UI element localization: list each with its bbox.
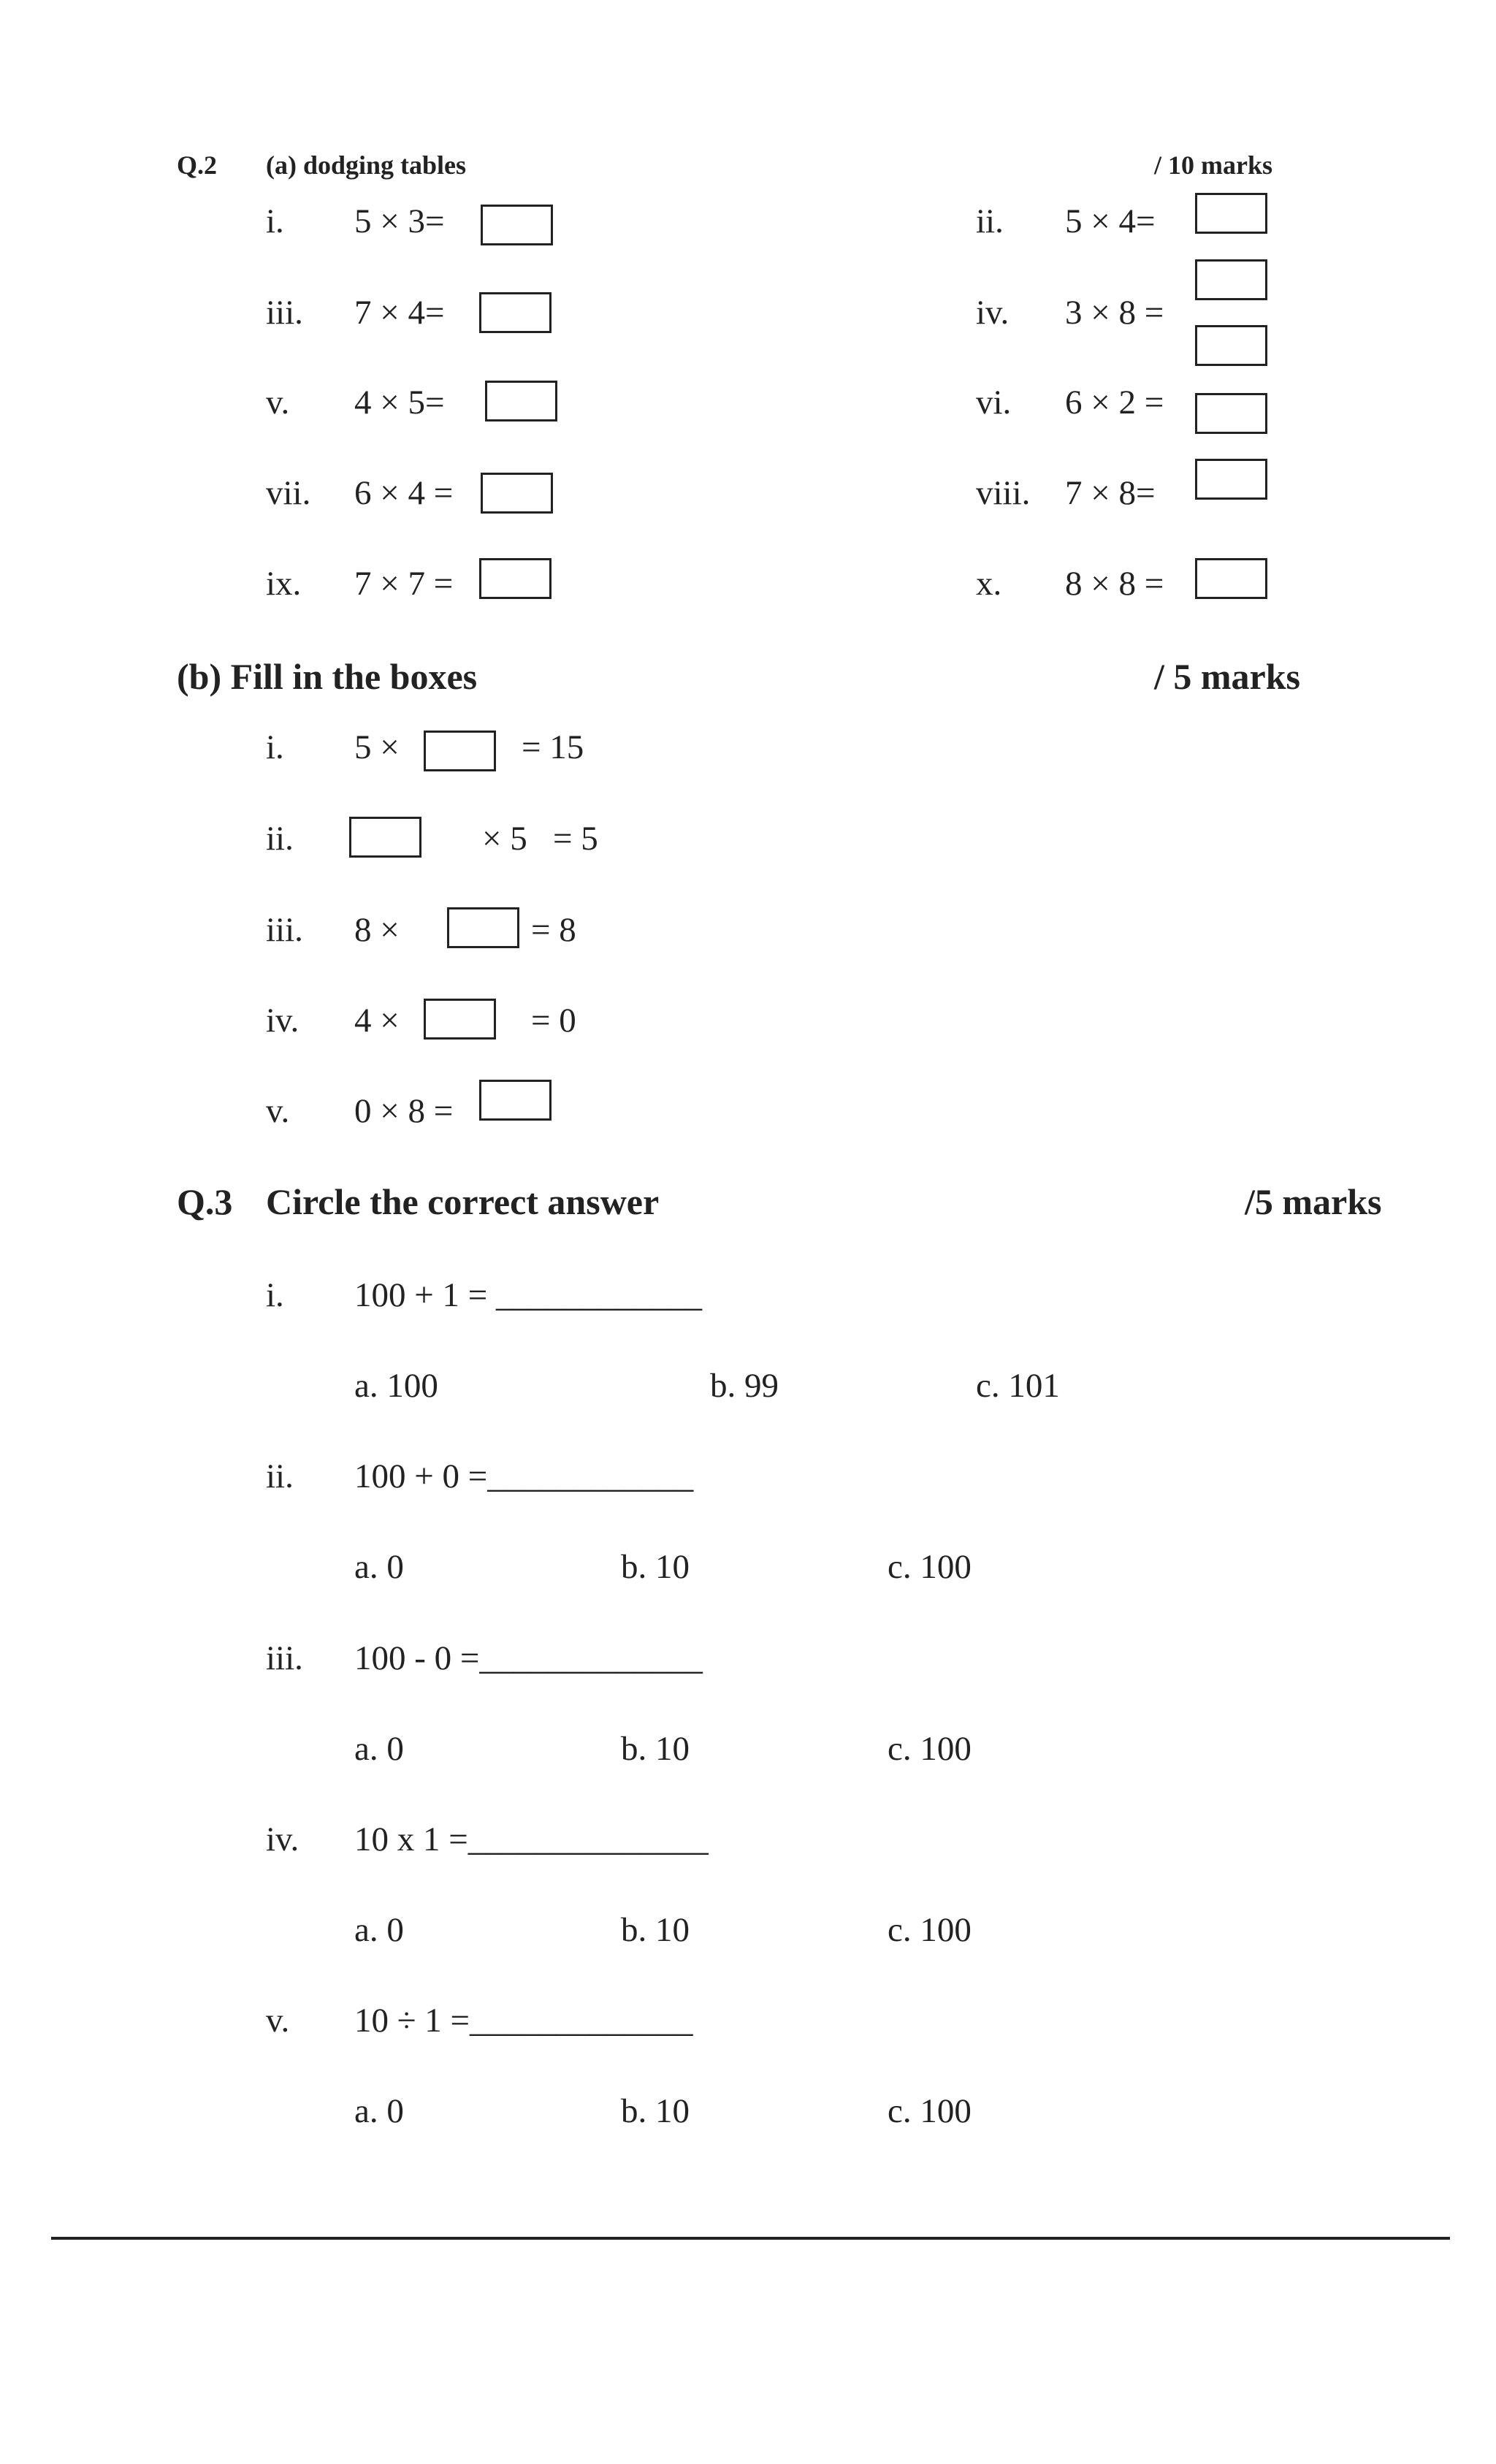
option-c[interactable]: c. 100	[888, 2092, 972, 2130]
q3-item-num: i.	[266, 1276, 284, 1314]
q2a-item-num: ii.	[976, 202, 1004, 240]
q2a-item-expr: 7 × 4=	[354, 294, 445, 332]
q2a-item-num: vii.	[266, 474, 311, 512]
answer-box[interactable]	[1195, 393, 1267, 434]
option-c[interactable]: c. 100	[888, 1548, 972, 1586]
q2b-item-num: iv.	[266, 1002, 299, 1040]
q2-number: Q.2	[177, 150, 218, 180]
option-a[interactable]: a. 0	[354, 2092, 404, 2130]
q2a-item-expr: 6 × 2 =	[1065, 384, 1164, 422]
answer-box[interactable]	[481, 205, 553, 245]
answer-box[interactable]	[1195, 325, 1267, 366]
q2a-item-expr: 6 × 4 =	[354, 474, 454, 512]
fill-box[interactable]	[447, 907, 519, 948]
q3-question: 10 ÷ 1 =_____________	[354, 2002, 693, 2040]
q3-question: 10 x 1 =______________	[354, 1820, 709, 1858]
fill-box[interactable]	[424, 999, 496, 1040]
q2b-item-num: iii.	[266, 911, 303, 949]
q2a-item-num: vi.	[976, 384, 1012, 422]
option-b[interactable]: b. 10	[621, 1548, 690, 1586]
option-c[interactable]: c. 100	[888, 1911, 972, 1949]
answer-box[interactable]	[1195, 259, 1267, 300]
answer-box[interactable]	[1195, 193, 1267, 234]
option-c[interactable]: c. 100	[888, 1730, 972, 1768]
q2b-item-before: 4 ×	[354, 1002, 400, 1040]
answer-box[interactable]	[481, 473, 553, 514]
answer-box[interactable]	[1195, 459, 1267, 500]
q3-item-num: ii.	[266, 1457, 294, 1495]
q3-question: 100 - 0 =_____________	[354, 1639, 703, 1677]
q3-item-num: v.	[266, 2002, 290, 2040]
q2b-marks: / 5 marks	[1154, 656, 1300, 697]
q2a-item-num: iv.	[976, 294, 1010, 332]
q3-question: 100 + 1 = ____________	[354, 1276, 703, 1314]
q2a-title: (a) dodging tables	[266, 150, 467, 180]
q2b-item-before: 5 ×	[354, 728, 400, 766]
q2b-item-after: × 5 = 5	[482, 820, 598, 858]
option-b[interactable]: b. 10	[621, 2092, 690, 2130]
bottom-divider	[51, 2237, 1450, 2240]
q2a-item-expr: 5 × 3=	[354, 202, 445, 240]
q2a-item-num: viii.	[976, 474, 1031, 512]
q2a-item-num: x.	[976, 565, 1002, 603]
q2a-item-num: i.	[266, 202, 284, 240]
q2a-item-expr: 8 × 8 =	[1065, 565, 1164, 603]
answer-box[interactable]	[1195, 558, 1267, 599]
option-c[interactable]: c. 101	[976, 1367, 1060, 1405]
q2b-item-num: i.	[266, 728, 284, 766]
q2b-item-num: ii.	[266, 820, 294, 858]
q2a-item-expr: 7 × 7 =	[354, 565, 454, 603]
q2b-item-before: 8 ×	[354, 911, 400, 949]
option-b[interactable]: b. 99	[710, 1367, 779, 1405]
q2a-item-expr: 7 × 8=	[1065, 474, 1156, 512]
q2a-item-expr: 4 × 5=	[354, 384, 445, 422]
fill-box[interactable]	[479, 1080, 552, 1121]
fill-box[interactable]	[349, 817, 421, 858]
q2a-item-expr: 3 × 8 =	[1065, 294, 1164, 332]
option-a[interactable]: a. 0	[354, 1730, 404, 1768]
q3-title: Circle the correct answer	[266, 1181, 660, 1222]
option-b[interactable]: b. 10	[621, 1730, 690, 1768]
q2a-item-num: iii.	[266, 294, 303, 332]
answer-box[interactable]	[479, 558, 552, 599]
answer-box[interactable]	[479, 292, 552, 333]
q2a-item-expr: 5 × 4=	[1065, 202, 1156, 240]
q3-item-num: iii.	[266, 1639, 303, 1677]
q3-question: 100 + 0 =____________	[354, 1457, 694, 1495]
q2b-title: (b) Fill in the boxes	[177, 656, 478, 697]
q2a-item-num: ix.	[266, 565, 302, 603]
fill-box[interactable]	[424, 731, 496, 771]
option-b[interactable]: b. 10	[621, 1911, 690, 1949]
q2b-item-after: = 8	[531, 911, 576, 949]
q2b-item-before: 0 × 8 =	[354, 1092, 454, 1130]
q2b-item-after: = 15	[522, 728, 584, 766]
option-a[interactable]: a. 100	[354, 1367, 438, 1405]
answer-box[interactable]	[485, 381, 557, 422]
q2b-item-num: v.	[266, 1092, 290, 1130]
q3-number: Q.3	[177, 1181, 233, 1222]
q2a-item-num: v.	[266, 384, 290, 422]
q3-item-num: iv.	[266, 1820, 299, 1858]
q2a-marks: / 10 marks	[1154, 150, 1272, 180]
q3-marks: /5 marks	[1245, 1181, 1382, 1222]
option-a[interactable]: a. 0	[354, 1911, 404, 1949]
option-a[interactable]: a. 0	[354, 1548, 404, 1586]
q2b-item-after: = 0	[531, 1002, 576, 1040]
